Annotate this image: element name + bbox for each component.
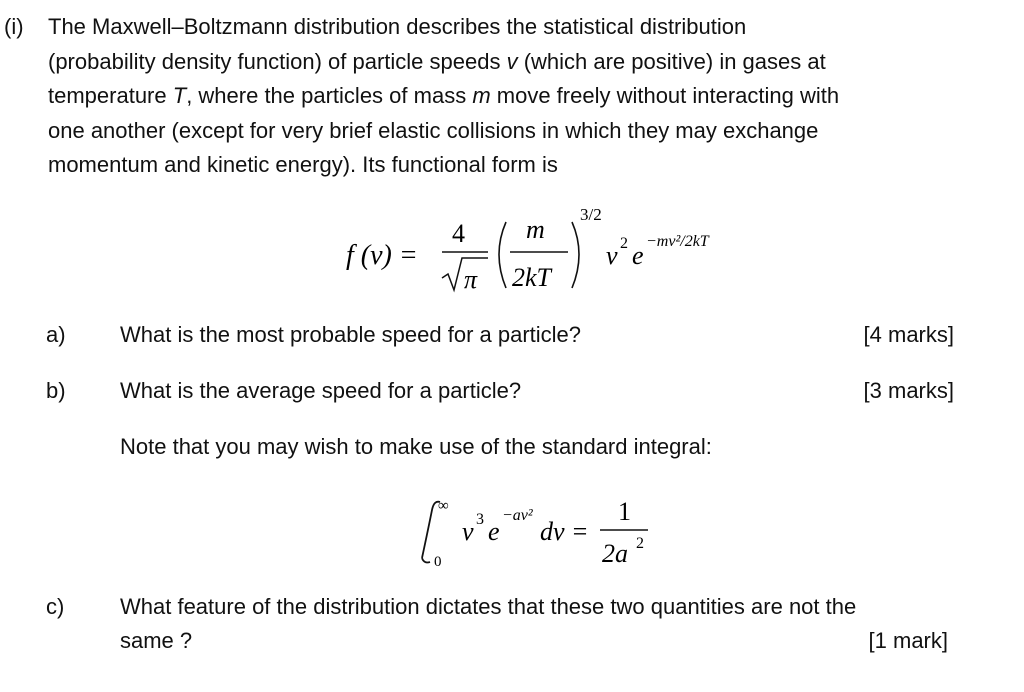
intro-line-2-a: (probability density function) of particle speeds <box>48 48 507 74</box>
question-c-label: c) <box>46 594 65 619</box>
integrand-dv: dv = <box>540 517 589 546</box>
question-a-marks: [4 marks] <box>863 322 954 347</box>
eq1-pi: π <box>464 265 478 294</box>
integrand-power: 3 <box>476 511 484 528</box>
eq1-left-paren <box>499 222 506 288</box>
eq1-tail-exp: −mv²/2kT <box>646 233 709 250</box>
eq1-lhs: f (v) = <box>346 240 418 271</box>
question-b-marks: [3 marks] <box>863 378 954 403</box>
intro-line-1: The Maxwell–Boltzmann distribution describes the statistical distribution <box>48 14 747 39</box>
eq1-tail-e: e <box>632 241 644 270</box>
intro-text <box>48 10 968 183</box>
intro-line-2 <box>48 45 968 80</box>
intro-line-3-b: , where the particles of mass <box>186 83 473 108</box>
intro-line-2-b: (which are positive) in gases at <box>517 48 826 74</box>
question-a-text: What is the most probable speed for a particle? <box>120 322 582 347</box>
standard-integral <box>410 490 670 580</box>
integrand-v: v <box>462 517 474 546</box>
question-c-text-line-2: same ? <box>120 628 193 653</box>
question-c-text-line-1: What feature of the distribution dictates that these two quantities are not the <box>120 594 857 619</box>
integral-upper: ∞ <box>438 498 449 514</box>
intro-line-4: one another (except for very brief elastic collisions in which they may exchange <box>48 117 819 143</box>
symbol-m: m <box>472 83 491 108</box>
integrand-exp: −av² <box>502 507 533 524</box>
eq1-exponent: 3/2 <box>580 205 602 224</box>
rhs-numerator: 1 <box>618 497 631 526</box>
eq1-tail-v: v <box>606 241 618 270</box>
symbol-T: T <box>172 83 187 108</box>
question-a-label: a) <box>46 322 66 347</box>
eq1-numerator: 4 <box>452 219 465 248</box>
note-text: Note that you may wish to make use of the standard integral: <box>120 434 712 459</box>
eq1-inner-num: m <box>526 215 545 244</box>
eq1-right-paren <box>572 222 579 288</box>
eq1-tail-sq: 2 <box>620 235 628 252</box>
question-c-marks: [1 mark] <box>868 628 948 653</box>
intro-line-3-c: move freely without interacting with <box>490 83 840 108</box>
integral-lower: 0 <box>434 554 442 570</box>
intro-line-5: momentum and kinetic energy). Its functional form is <box>48 152 558 177</box>
question-b-text: What is the average speed for a particle? <box>120 378 522 403</box>
eq1-inner-den: 2kT <box>512 263 551 292</box>
question-number: (i) <box>4 14 24 39</box>
rhs-denominator: 2a <box>602 539 628 568</box>
intro-line-3 <box>48 79 968 114</box>
maxwell-boltzmann-equation <box>342 198 762 308</box>
intro-line-3-a: temperature <box>48 83 173 108</box>
symbol-v: v <box>506 48 518 74</box>
rhs-denominator-sq: 2 <box>636 535 644 552</box>
integrand-e: e <box>488 517 500 546</box>
question-b-label: b) <box>46 378 66 403</box>
